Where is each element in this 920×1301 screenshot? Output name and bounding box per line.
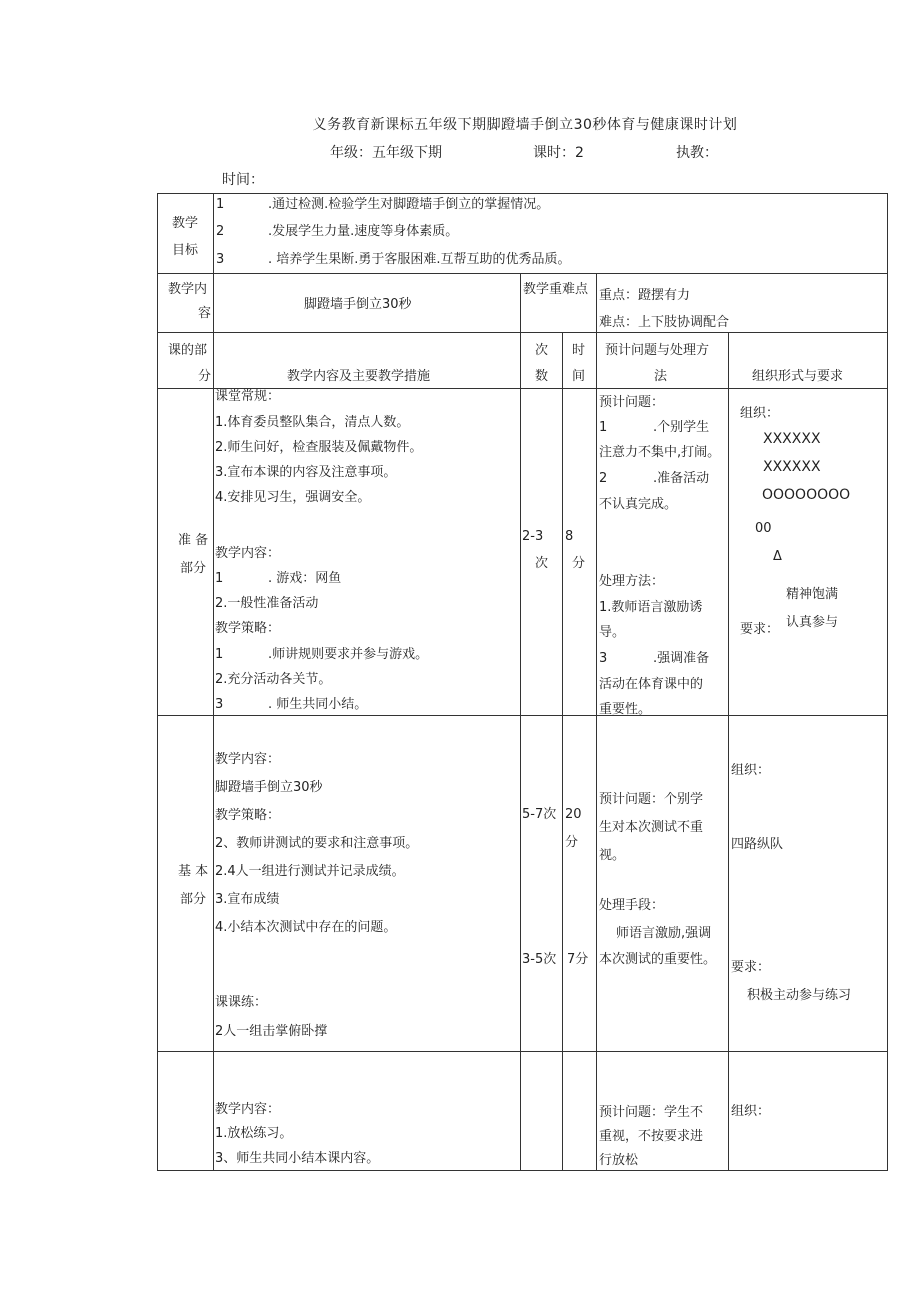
table-rule: [157, 332, 888, 333]
grade-label: 年级：五年级下期: [330, 145, 442, 161]
prep-line: 2.师生问好，检查服装及佩戴物件。: [215, 440, 423, 455]
prep-problem: .准备活动: [653, 471, 710, 486]
period-label: 课时：2: [533, 145, 584, 161]
prep-line: 2.充分活动各关节。: [215, 672, 332, 687]
objective-num: 1: [216, 197, 225, 212]
basic-line: 2.4人一组进行测试并记录成绩。: [215, 864, 405, 879]
basic-line: 3.宣布成绩: [215, 892, 280, 907]
prep-problem: 预计问题：: [599, 395, 665, 410]
prep-line: 2.一般性准备活动: [215, 596, 319, 611]
objective-num: 2: [216, 224, 225, 239]
table-rule: [157, 1170, 888, 1171]
page-title: 义务教育新课标五年级下期脚蹬墙手倒立30秒体育与健康课时计划: [312, 117, 738, 133]
prep-line: 教学策略：: [215, 621, 281, 636]
prep-problem: 活动在体育课中的: [599, 677, 704, 692]
prep-problem: .强调准备: [653, 651, 710, 666]
basic-requirement: 积极主动参与练习: [747, 988, 852, 1003]
prep-line: 教学内容：: [215, 546, 281, 561]
basic-org-value: 四路纵队: [731, 837, 784, 852]
prep-problem: 注意力不集中,打闹。: [599, 445, 721, 460]
header-part: 课的部: [168, 343, 208, 358]
table-rule: [157, 273, 888, 274]
header-duration: 间: [572, 369, 586, 384]
basic-duration: 7分: [567, 952, 589, 967]
prep-line: .师讲规则要求并参与游戏。: [268, 647, 429, 662]
header-times: 次: [535, 343, 549, 358]
table-rule: [213, 193, 214, 1171]
objective-text: .通过检测.检验学生对脚蹬墙手倒立的掌握情况。: [268, 197, 550, 212]
content-label: 容: [198, 306, 212, 321]
prep-problem: 1.教师语言激励诱: [599, 600, 703, 615]
table-rule: [887, 193, 888, 1171]
basic-duration: 20: [565, 807, 582, 822]
prep-problem: 处理方法：: [599, 574, 665, 589]
header-organization: 组织形式与要求: [752, 369, 844, 384]
prep-duration: 8: [565, 529, 574, 544]
objective-num: 3: [216, 252, 225, 267]
table-rule: [728, 332, 729, 1171]
basic-line: 课课练：: [215, 995, 268, 1010]
formation-row: 00: [755, 521, 772, 536]
end-problem: 预计问题：学生不: [599, 1105, 704, 1120]
prep-line: 1: [215, 647, 224, 662]
basic-line: 脚蹬墙手倒立30秒: [215, 780, 323, 795]
prep-line: 课堂常规：: [215, 389, 281, 404]
basic-req-label: 要求：: [731, 960, 771, 975]
lesson-content: 脚蹬墙手倒立30秒: [304, 297, 412, 312]
difficulty: 难点：上下肢协调配合: [599, 315, 730, 330]
content-label: 教学内: [168, 282, 208, 297]
basic-times: 5-7次: [522, 807, 557, 822]
section-label-basic: 部分: [180, 892, 207, 907]
header-problems: 法: [654, 369, 668, 384]
table-rule: [157, 1051, 888, 1052]
prep-problem: 3: [599, 651, 608, 666]
formation-row: XXXXXX: [763, 431, 821, 447]
basic-line: 教学内容：: [215, 752, 281, 767]
table-rule: [157, 715, 888, 716]
header-part: 分: [198, 369, 212, 384]
basic-org-label: 组织：: [731, 763, 771, 778]
prep-line: 3.宣布本课的内容及注意事项。: [215, 465, 397, 480]
objective-text: . 培养学生果断.勇于客服困难.互帮互助的优秀品质。: [268, 252, 571, 267]
end-line: 教学内容：: [215, 1102, 281, 1117]
basic-line: 4.小结本次测试中存在的问题。: [215, 920, 397, 935]
basic-duration: 分: [565, 835, 579, 850]
basic-problem: 本次测试的重要性。: [599, 952, 717, 967]
prep-org-label: 组织：: [740, 406, 780, 421]
prep-req-label: 要求：: [740, 622, 780, 637]
prep-problem: 不认真完成。: [599, 497, 678, 512]
table-rule: [157, 193, 888, 194]
table-rule: [157, 193, 158, 1171]
table-rule: [520, 273, 521, 1171]
table-rule: [562, 332, 563, 1171]
basic-problem: 视。: [599, 848, 626, 863]
objective-text: .发展学生力量.速度等身体素质。: [268, 224, 459, 239]
prep-problem: .个别学生: [653, 420, 710, 435]
prep-requirement: 精神饱满: [786, 587, 839, 602]
end-line: 3、师生共同小结本课内容。: [215, 1151, 380, 1166]
prep-line: . 游戏：网鱼: [268, 571, 342, 586]
prep-problem: 2: [599, 471, 608, 486]
basic-problem: 处理手段：: [599, 898, 665, 913]
prep-problem: 重要性。: [599, 702, 652, 717]
basic-line: 2人一组击掌俯卧撑: [215, 1024, 328, 1039]
section-label-prep: 准 备: [178, 533, 209, 548]
end-problem: 行放松: [599, 1153, 639, 1168]
basic-times: 3-5次: [522, 952, 557, 967]
prep-problem: 1: [599, 420, 608, 435]
section-label-basic: 基 本: [178, 864, 209, 879]
end-problem: 重视，不按要求进: [599, 1129, 704, 1144]
basic-line: 教学策略：: [215, 808, 281, 823]
time-label: 时间：: [222, 172, 264, 188]
prep-line: . 师生共同小结。: [268, 697, 368, 712]
header-problems: 预计问题与处理方: [605, 343, 710, 358]
header-times: 数: [535, 369, 549, 384]
basic-problem: 师语言激励,强调: [616, 926, 712, 941]
section-label-prep: 部分: [180, 561, 207, 576]
prep-line: 1: [215, 571, 224, 586]
teacher-marker: Δ: [773, 549, 782, 564]
prep-times: 2-3: [522, 529, 544, 544]
prep-problem: 导。: [599, 625, 626, 640]
prep-line: 1.体育委员整队集合，清点人数。: [215, 415, 410, 430]
table-rule: [596, 273, 597, 1171]
end-line: 1.放松练习。: [215, 1126, 293, 1141]
objectives-label: 目标: [172, 243, 199, 258]
prep-times: 次: [535, 556, 549, 571]
prep-requirement: 认真参与: [786, 615, 839, 630]
end-org-label: 组织：: [731, 1104, 771, 1119]
formation-row: XXXXXX: [763, 459, 821, 475]
prep-duration: 分: [572, 556, 586, 571]
basic-problem: 生对本次测试不重: [599, 820, 704, 835]
teacher-label: 执教：: [676, 145, 718, 161]
header-duration: 时: [572, 343, 586, 358]
basic-problem: 预计问题：个别学: [599, 792, 704, 807]
key-label: 教学重难点: [523, 282, 589, 297]
key-point: 重点：蹬摆有力: [599, 288, 691, 303]
prep-line: 4.安排见习生，强调安全。: [215, 490, 371, 505]
formation-row: OOOOOOOO: [762, 487, 851, 503]
basic-line: 2、教师讲测试的要求和注意事项。: [215, 836, 419, 851]
objectives-label: 教学: [172, 216, 199, 231]
header-content: 教学内容及主要教学措施: [287, 369, 431, 384]
prep-line: 3: [215, 697, 224, 712]
